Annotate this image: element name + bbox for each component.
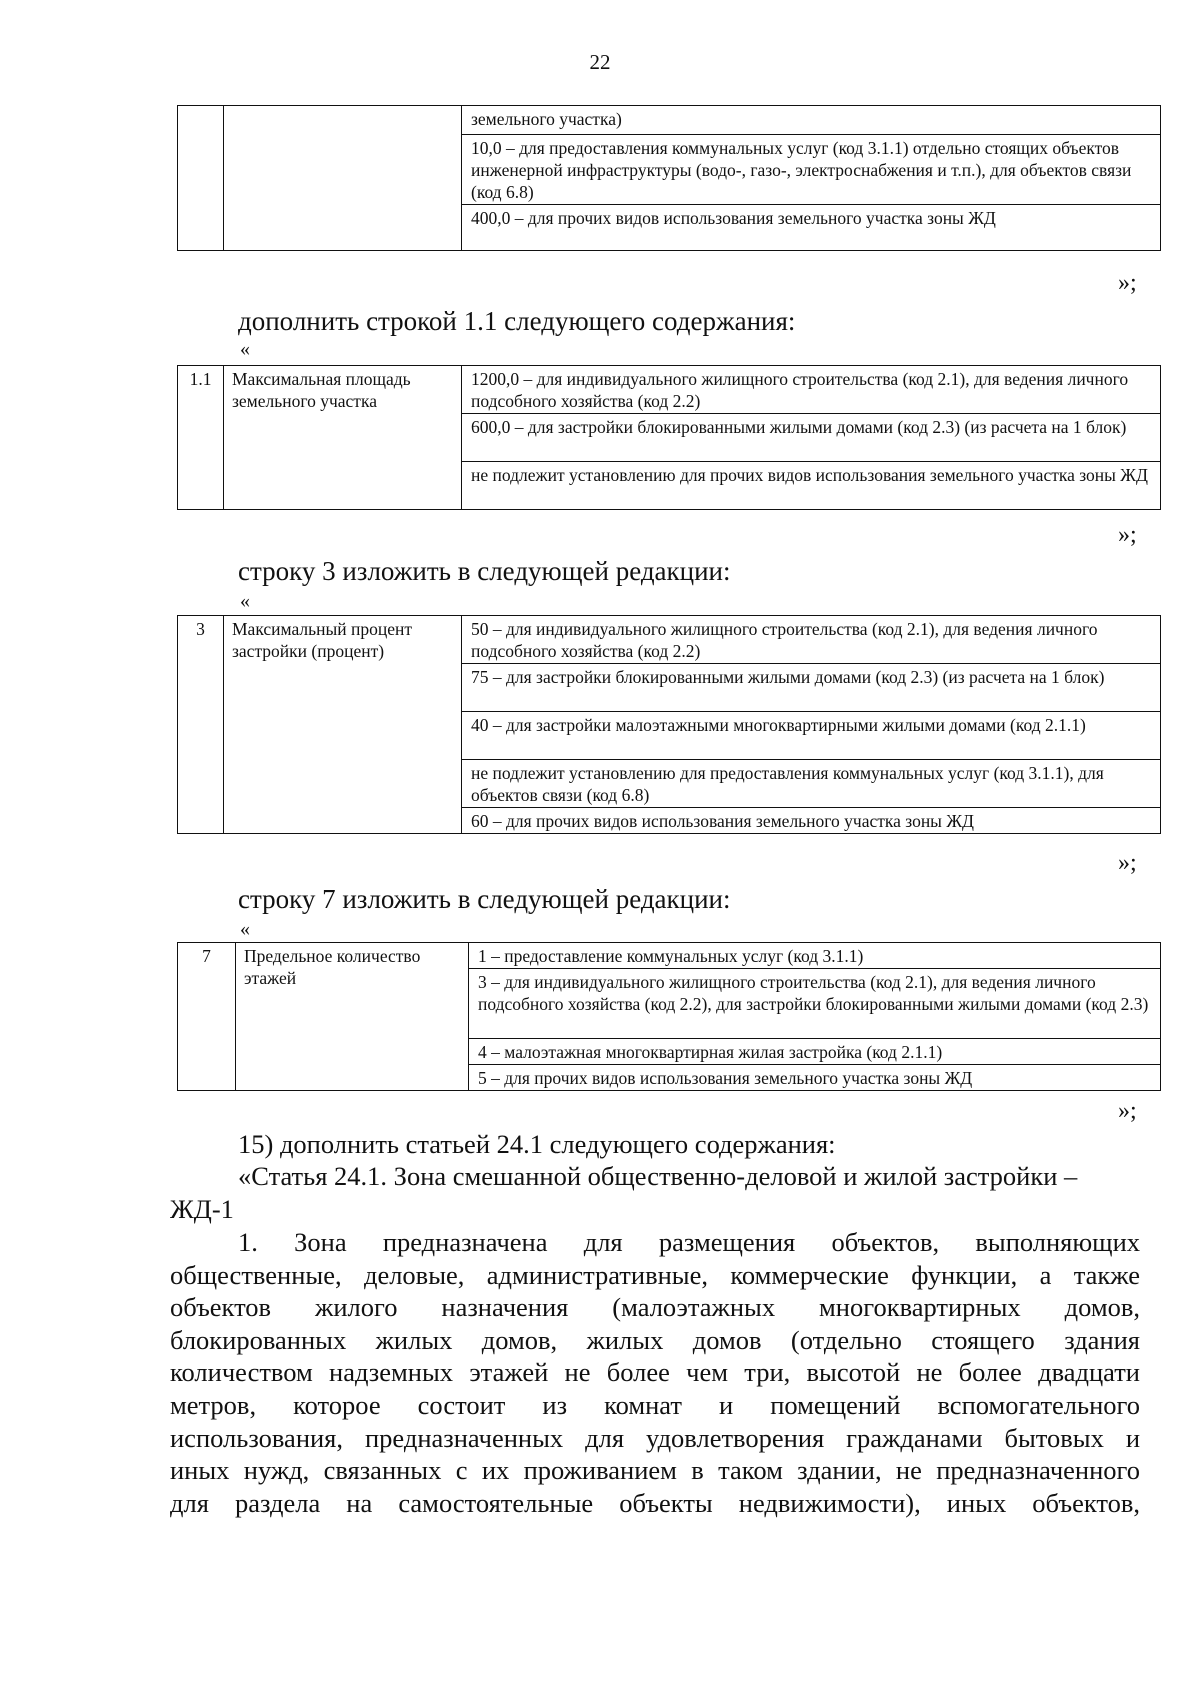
table-cell-value: 60 – для прочих видов использования земельного участка зоны ЖД [462,808,1161,834]
table-cell-number: 7 [178,943,236,1091]
paragraph-line: использования, предназначенных для удовлетворения гражданами бытовых и [170,1422,1140,1453]
table-cell-number: 3 [178,616,224,834]
table-row-1-1 [177,365,1161,510]
opening-quote: « [240,918,250,940]
paragraph-line: общественные, деловые, административные, коммерческие функции, а также [170,1259,1140,1290]
paragraph-line: 1. Зона предназначена для размещения объектов, выполняющих [238,1227,1140,1257]
amendment-heading: строку 7 изложить в следующей редакции: [238,884,731,914]
table-cell-value: 3 – для индивидуального жилищного строительства (код 2.1), для ведения личного подсобного хозяйства (код 2.2), для застройки блокированными жилыми домами (код 2.3) [469,969,1161,1039]
paragraph-line: для раздела на самостоятельные объекты недвижимости), иных объектов, [170,1487,1140,1518]
table-cell-value: 75 – для застройки блокированными жилыми домами (код 2.3) (из расчета на 1 блок) [462,664,1161,712]
amendment-heading: дополнить строкой 1.1 следующего содержания: [238,306,796,336]
table-cell-value: 400,0 – для прочих видов использования земельного участка зоны ЖД [462,205,1161,251]
table-row-7 [177,942,1161,1091]
table-cell-value: 10,0 – для предоставления коммунальных услуг (код 3.1.1) отдельно стоящих объектов инженерной инфраструктуры (водо-, газо-, электроснабжения и т.п.), для объектов связи (код 6.8) [462,135,1161,205]
table-cell-number [178,106,224,251]
table-cell-name: Максимальный процент застройки (процент) [224,616,462,834]
article-title: «Статья 24.1. Зона смешанной общественно-деловой и жилой застройки – [238,1161,1078,1191]
table-continuation [177,105,1161,251]
table-cell-value: 50 – для индивидуального жилищного строительства (код 2.1), для ведения личного подсобного хозяйства (код 2.2) [462,616,1161,664]
table-cell-name [224,106,462,251]
table-cell-value: 4 – малоэтажная многоквартирная жилая застройка (код 2.1.1) [469,1039,1161,1065]
paragraph-line: объектов жилого назначения (малоэтажных многоквартирных домов, [170,1292,1140,1323]
paragraph-line: количеством надземных этажей не более чем три, высотой не более двадцати [170,1357,1140,1388]
table-cell-value: земельного участка) [462,106,1161,135]
table-cell-value: 1200,0 – для индивидуального жилищного строительства (код 2.1), для ведения личного подсобного хозяйства (код 2.2) [462,366,1161,414]
opening-quote: « [240,338,250,360]
page-number: 22 [589,50,611,74]
table-cell-value: 5 – для прочих видов использования земельного участка зоны ЖД [469,1065,1161,1091]
closing-quote: »; [1118,1098,1137,1124]
amendment-heading: строку 3 изложить в следующей редакции: [238,556,731,586]
article-title-end: ЖД-1 [170,1194,234,1224]
table-cell-value: 600,0 – для застройки блокированными жилыми домами (код 2.3) (из расчета на 1 блок) [462,414,1161,462]
opening-quote: « [240,590,250,612]
paragraph-line: блокированных жилых домов, жилых домов (отдельно стоящего здания [170,1324,1140,1355]
paragraph-15: 15) дополнить статьей 24.1 следующего содержания: [238,1129,836,1159]
closing-quote: »; [1118,522,1137,548]
paragraph-line: иных нужд, связанных с их проживанием в таком здании, не предназначенного [170,1455,1140,1486]
table-cell-number: 1.1 [178,366,224,510]
table-row-3 [177,615,1161,834]
table-cell-value: не подлежит установлению для предоставления коммунальных услуг (код 3.1.1), для объектов связи (код 6.8) [462,760,1161,808]
closing-quote: »; [1118,850,1137,876]
zone-paragraph [170,1226,1140,1519]
table-cell-name: Предельное количество этажей [236,943,469,1091]
table-cell-value: 1 – предоставление коммунальных услуг (код 3.1.1) [469,943,1161,969]
closing-quote: »; [1118,270,1137,296]
paragraph-line: метров, которое состоит из комнат и помещений вспомогательного [170,1389,1140,1420]
table-cell-name: Максимальная площадь земельного участка [224,366,462,510]
table-cell-value: 40 – для застройки малоэтажными многоквартирными жилыми домами (код 2.1.1) [462,712,1161,760]
table-cell-value: не подлежит установлению для прочих видов использования земельного участка зоны ЖД [462,462,1161,510]
